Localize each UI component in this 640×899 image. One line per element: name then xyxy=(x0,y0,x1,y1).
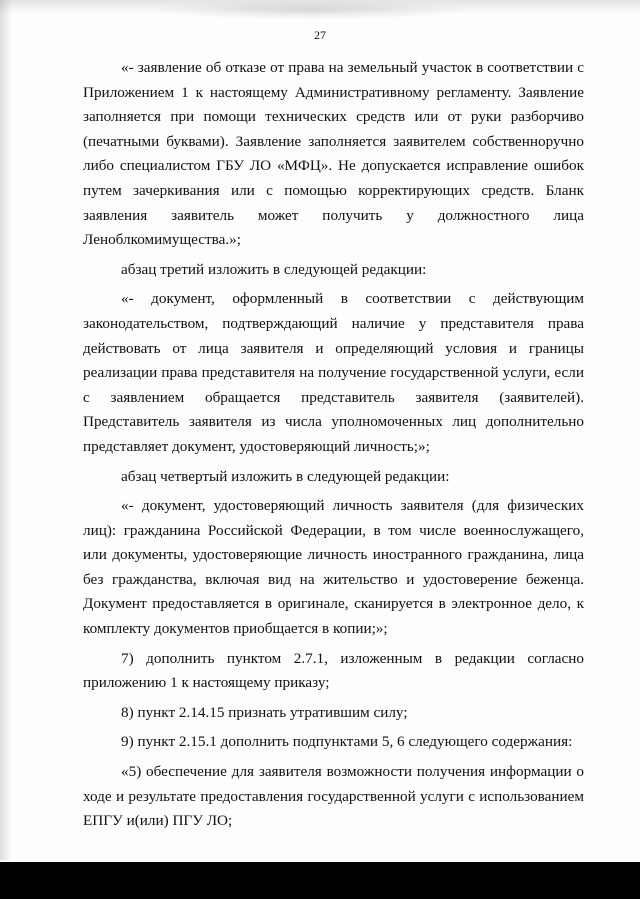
paragraph-identity-document: «- документ, удостоверяющий личность заявителя (для физических лиц): гражданина Российской Федерации, в том числе военнослужащего, или документы, удостоверяющие личность иностранного гражданина, лица без гражданства, включая вид на жительство и удостоверение беженца. Документ предоставляется в оригинале, сканируется в электронное дело, к комплекту документов приобщается в копии;»; xyxy=(83,497,584,638)
document-body xyxy=(83,56,584,834)
paragraph-item-9: 9) пункт 2.15.1 дополнить подпунктами 5, 6 следующего содержания: xyxy=(121,733,573,751)
scan-bottom-bar xyxy=(0,862,640,899)
paragraph-fourth-abzac-heading: абзац четвертый изложить в следующей редакции: xyxy=(121,467,450,485)
paragraph-application-refusal: «- заявление об отказе от права на земельный участок в соответствии с Приложением 1 к настоящему Административному регламенту. Заявление заполняется при помощи технических средств или от руки разборчиво (печатными буквами). Заявление заполняется заявителем собственноручно либо специалистом ГБУ ЛО «МФЦ». Не допускается исправление ошибок путем зачеркивания или с помощью корректирующих средств. Бланк заявления заявитель может получить у должностного лица Леноблкомимущества.»; xyxy=(83,59,584,249)
paragraph-item-8: 8) пункт 2.14.15 признать утратившим силу; xyxy=(121,703,408,721)
paragraph-item-7: 7) дополнить пунктом 2.7.1, изложенным в редакции согласно приложению 1 к настоящему приказу; xyxy=(83,649,584,692)
scan-shadow-left xyxy=(0,0,12,860)
page-number: 27 xyxy=(314,28,326,42)
paragraph-third-abzac-heading: абзац третий изложить в следующей редакции: xyxy=(121,260,427,278)
scan-smudge xyxy=(150,0,470,20)
paragraph-subitem-5: «5) обеспечение для заявителя возможности получения информации о ходе и результате предоставления государственной услуги с использованием ЕПГУ и(или) ПГУ ЛО; xyxy=(83,763,584,830)
paragraph-representative-document: «- документ, оформленный в соответствии с действующим законодательством, подтверждающий наличие у представителя права действовать от лица заявителя и определяющий условия и границы реализации права представителя на получение государственной услуги, если с заявлением обращается представитель заявителя (заявителей). Представитель заявителя из числа уполномоченных лиц дополнительно представляет документ, удостоверяющий личность;»; xyxy=(83,290,584,455)
